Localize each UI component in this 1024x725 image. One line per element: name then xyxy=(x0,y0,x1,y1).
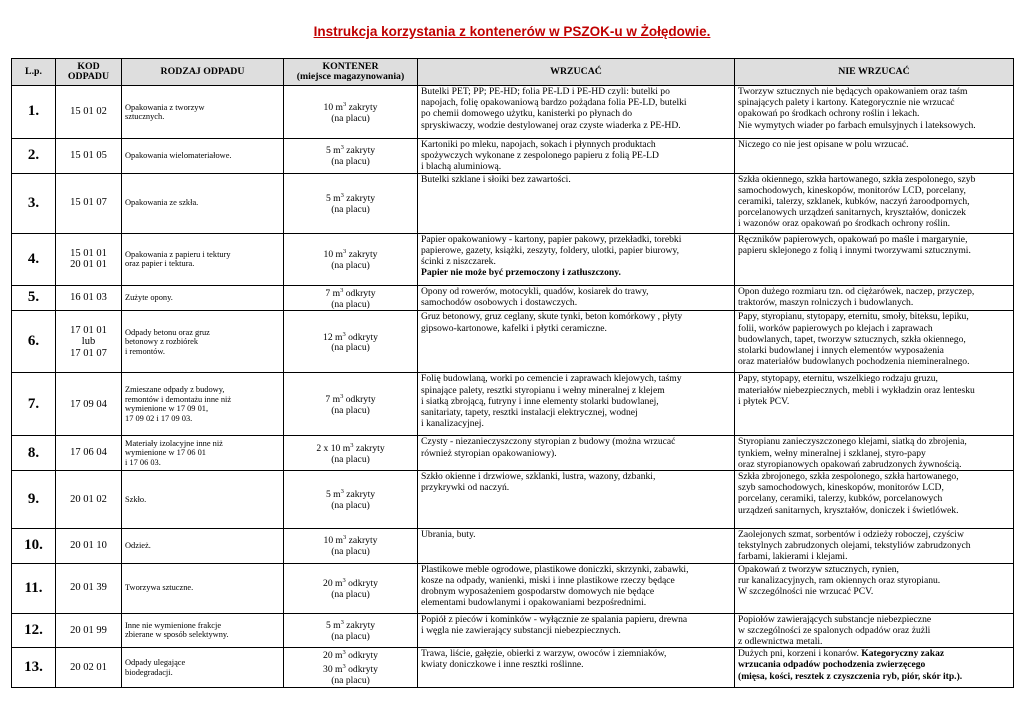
allowed-line: Papier opakowaniowy - kartony, papier pakowy, przekładki, torebki xyxy=(421,233,682,245)
forbidden-line: Opon dużego rozmiaru tzn. od ciężarówek, naczep, przyczep, xyxy=(738,285,975,297)
container-line: (na placu) xyxy=(331,631,370,642)
forbidden-line: rur kanalizacyjnych, ram okiennych oraz styropianu. xyxy=(738,574,941,586)
waste-code-line: 20 01 99 xyxy=(70,624,107,636)
forbidden-items xyxy=(735,139,1014,174)
allowed-line: Popiół z pieców i kominków - wyłącznie ze spalania papieru, drewna xyxy=(421,613,688,625)
container-line: 7 $m^3$ odkryty xyxy=(325,286,376,299)
waste-type xyxy=(122,563,284,613)
waste-code-line: 15 01 01 xyxy=(70,247,107,259)
header-wrzucac: WRZUCAĆ xyxy=(418,59,735,86)
allowed-line: napojach, folię opakowaniową bardzo pożądana folia PE-LD, butelki xyxy=(421,97,687,109)
waste-code xyxy=(56,233,122,285)
allowed-items xyxy=(418,139,735,174)
allowed-line: Gruz betonowy, gruz ceglany, skute tynki, beton komórkowy , płyty xyxy=(421,311,683,323)
allowed-line: kosze na odpady, wanienki, miski i inne plastikowe rzeczy będące xyxy=(421,574,675,586)
container-line: 2 x 10 $m^3$ zakryty xyxy=(316,441,385,454)
container-line: 10 $m^3$ zakryty xyxy=(323,247,378,260)
container-line: 5 $m^3$ zakryty xyxy=(325,488,376,501)
waste-code-line: 15 01 02 xyxy=(70,106,107,118)
forbidden-line: Tworzyw sztucznych nie będących opakowaniem oraz taśm xyxy=(738,86,968,97)
row-number: 8. xyxy=(12,436,56,471)
forbidden-line: Opakowań z tworzyw sztucznych, rynien, xyxy=(738,563,899,575)
table-row xyxy=(12,613,1014,648)
waste-code-line: 16 01 03 xyxy=(70,292,107,304)
waste-type xyxy=(122,86,284,139)
forbidden-items xyxy=(735,471,1014,529)
waste-code-line: lub xyxy=(81,336,96,348)
table-row xyxy=(12,86,1014,139)
table-row xyxy=(12,311,1014,373)
waste-type-line: Zużyte opony. xyxy=(125,293,173,303)
forbidden-line: ceramiki, talerzy, szklanek, kubków, naczyń żaroodpornych, xyxy=(738,196,970,208)
table-row xyxy=(12,529,1014,564)
waste-type-line: Odpady betonu oraz gruz xyxy=(125,327,210,337)
forbidden-line: farbami, lakierami i klejami. xyxy=(738,551,848,563)
container-info xyxy=(284,139,418,174)
forbidden-line: Papy, stytopapy, eternitu, wszelkiego rodzaju gruzu, xyxy=(738,373,938,385)
allowed-items xyxy=(418,563,735,613)
allowed-line: Butelki PET; PP; PE-HD; folia PE-LD i PE-HD czyli: butelki po xyxy=(421,86,670,97)
table-row xyxy=(12,648,1014,688)
allowed-line: i siatką zbrojącą, futryny i inne elementy stolarki budowlanej, xyxy=(421,395,659,407)
forbidden-line: z odlewnictwa metali. xyxy=(738,636,823,648)
waste-type-line: Odpady ulegające xyxy=(125,658,186,668)
container-line: (na placu) xyxy=(331,675,370,687)
forbidden-items xyxy=(735,436,1014,471)
waste-type xyxy=(122,529,284,564)
allowed-items xyxy=(418,436,735,471)
waste-type xyxy=(122,648,284,688)
table-row xyxy=(12,285,1014,311)
container-line: (na placu) xyxy=(331,203,370,215)
forbidden-line: Zaolejonych szmat, sorbentów i odzieży roboczej, czyściw xyxy=(738,529,964,540)
container-line: 7 $m^3$ odkryty xyxy=(325,393,376,406)
forbidden-line: Szkła okiennego, szkła hartowanego, szkła zespolonego, szyb xyxy=(738,173,976,185)
forbidden-line: opakowań po środkach ochrony roślin i lekach. xyxy=(738,108,920,120)
waste-type-line: wymienione w 17 09 01, xyxy=(125,404,209,414)
waste-type xyxy=(122,613,284,648)
forbidden-line: Ręczników papierowych, opakowań po maśle i margarynie, xyxy=(738,233,968,245)
forbidden-line: Niczego co nie jest opisane w polu wrzucać. xyxy=(738,139,909,150)
waste-code xyxy=(56,529,122,564)
waste-type xyxy=(122,173,284,233)
waste-container-table xyxy=(11,58,1014,688)
container-line: (na placu) xyxy=(331,588,370,600)
forbidden-line: budowlanych, tapet, tworzyw sztucznych, szkła okiennego, xyxy=(738,333,966,345)
allowed-line: elementami budowlanymi i opakowaniami bezpośrednimi. xyxy=(421,597,647,609)
allowed-line: Trawa, liście, gałęzie, obierki z warzyw, owoców i ziemniaków, xyxy=(421,648,667,660)
container-info xyxy=(284,436,418,471)
allowed-line: papierowe, gazety, książki, zeszyty, foldery, ulotki, papier biurowy, xyxy=(421,244,680,256)
container-info xyxy=(284,86,418,139)
waste-type-line: Opakowania wielomateriałowe. xyxy=(125,151,232,161)
forbidden-line: materiałów niebezpiecznych, mebli i wykładzin oraz lentesku xyxy=(738,384,975,396)
waste-type-line: oraz papier i tektura. xyxy=(125,259,195,269)
forbidden-line: porcelanowych urządzeń sanitarnych, kryształów, doniczek xyxy=(738,207,966,219)
container-info xyxy=(284,373,418,436)
container-line: (na placu) xyxy=(331,112,370,124)
row-number: 3. xyxy=(12,173,56,233)
waste-type xyxy=(122,436,284,471)
waste-type-line: Inne nie wymienione frakcje xyxy=(125,620,222,630)
container-line: 5 $m^3$ zakryty xyxy=(325,144,376,157)
allowed-items xyxy=(418,311,735,373)
allowed-line: Kartoniki po mleku, napojach, sokach i płynnych produktach xyxy=(421,139,656,150)
allowed-line: spinające palety, resztki styropianu i wełny mineralnej z klejem xyxy=(421,384,665,396)
allowed-line: po chemii domowego użytku, kanisterki po płynach do xyxy=(421,108,633,120)
waste-code xyxy=(56,139,122,174)
forbidden-items xyxy=(735,613,1014,648)
allowed-items xyxy=(418,529,735,564)
table-row xyxy=(12,139,1014,174)
container-line: (na placu) xyxy=(331,259,370,271)
forbidden-line: Szkła zbrojonego, szkła zespolonego, szkła hartowanego, xyxy=(738,471,959,482)
allowed-line: samochodów osobowych i dostawczych. xyxy=(421,296,578,308)
allowed-items xyxy=(418,285,735,311)
waste-code xyxy=(56,285,122,311)
waste-type-line: Zmieszane odpady z budowy, xyxy=(125,385,225,395)
header-lp: L.p. xyxy=(12,59,56,86)
forbidden-line: samochodowych, kineskopów, monitorów LCD, porcelany, xyxy=(738,184,966,196)
container-info xyxy=(284,311,418,373)
forbidden-items xyxy=(735,285,1014,311)
row-number: 11. xyxy=(12,563,56,613)
waste-code-line: 20 01 39 xyxy=(70,582,107,594)
forbidden-items xyxy=(735,233,1014,285)
row-number: 13. xyxy=(12,648,56,688)
waste-code xyxy=(56,86,122,139)
allowed-line: i węgla nie zawierający substancji niebezpiecznych. xyxy=(421,624,621,636)
header-kod: KOD ODPADU xyxy=(56,59,122,86)
waste-type-line: Odzież. xyxy=(125,541,151,551)
row-number: 10. xyxy=(12,529,56,564)
allowed-line: Butelki szklane i słoiki bez zawartości. xyxy=(421,173,571,185)
container-info xyxy=(284,613,418,648)
container-info xyxy=(284,471,418,529)
row-number: 12. xyxy=(12,613,56,648)
waste-type-line: wymienione w 17 06 01 xyxy=(125,448,206,458)
waste-type-line: biodegradacji. xyxy=(125,667,173,677)
allowed-line: spryskiwaczy, wodzie destylowanej oraz czyste wiaderka z PE-HD. xyxy=(421,119,681,131)
allowed-items xyxy=(418,471,735,529)
forbidden-line: porcelany, ceramiki, talerzy, kubków, porcelanowych xyxy=(738,493,943,505)
container-line: 12 $m^3$ odkryty xyxy=(323,330,378,343)
allowed-line: ścinki z niszczarek. xyxy=(421,256,496,268)
forbidden-line: traktorów, maszyn rolniczych i budowlanych. xyxy=(738,296,914,308)
allowed-line: przykrywki od naczyń. xyxy=(421,482,510,494)
forbidden-line: Dużych pni, korzeni i konarów. Kategoryczny zakaz xyxy=(738,648,945,660)
waste-type-line: i remontów. xyxy=(125,346,165,356)
waste-code xyxy=(56,173,122,233)
forbidden-line: w szczególności ze spalonych odpadów oraz żużli xyxy=(738,624,931,636)
table-row xyxy=(12,173,1014,233)
forbidden-line: oraz styropianowych opakowań zabrudzonych żywnością. xyxy=(738,458,962,470)
forbidden-line: Popiołów zawierających substancje niebezpieczne xyxy=(738,613,932,625)
forbidden-emphasis: Kategoryczny zakaz xyxy=(861,648,945,660)
forbidden-line: oraz materiałów budowlanych pochodzenia niemineralnego. xyxy=(738,356,970,368)
container-info xyxy=(284,285,418,311)
forbidden-line: spinających palety i kartony. Kategorycznie nie wrzucać xyxy=(738,97,955,109)
container-info xyxy=(284,648,418,688)
forbidden-line: papieru sklejonego z folią i innymi tworzywami sztucznymi. xyxy=(738,244,971,256)
waste-code-line: 20 01 10 xyxy=(70,540,107,552)
waste-code-line: 17 01 07 xyxy=(70,347,107,359)
allowed-line: Folię budowlaną, worki po cemencie i zaprawach klejowych, taśmy xyxy=(421,373,682,385)
table-row xyxy=(12,233,1014,285)
row-number: 4. xyxy=(12,233,56,285)
container-line: (na placu) xyxy=(331,156,370,168)
container-line: (na placu) xyxy=(331,404,370,416)
container-line: 30 $m^3$ odkryty xyxy=(323,663,378,676)
waste-code-line: 17 06 04 xyxy=(70,447,107,459)
waste-code xyxy=(56,311,122,373)
forbidden-line: Nie wymytych wiader po farbach emulsyjnych i lateksowych. xyxy=(738,119,976,131)
forbidden-line: Styropianu zanieczyszczonego klejami, siatką do zbrojenia, xyxy=(738,436,967,448)
row-number: 5. xyxy=(12,285,56,311)
waste-type-line: Tworzywa sztuczne. xyxy=(125,583,194,593)
forbidden-items xyxy=(735,86,1014,139)
allowed-line: i kanalizacyjnej. xyxy=(421,418,484,430)
container-line: 5 $m^3$ zakryty xyxy=(325,191,376,204)
forbidden-line: i płytek PCV. xyxy=(738,395,790,407)
forbidden-line: szyb samochodowych, kineskopów, monitorów LCD, xyxy=(738,482,944,494)
allowed-line: Opony od rowerów, motocykli, quadów, kosiarek do trawy, xyxy=(421,285,649,297)
allowed-line: gipsowo-kartonowe, kafelki i płytki ceramiczne. xyxy=(421,322,607,334)
row-number: 6. xyxy=(12,311,56,373)
waste-type xyxy=(122,373,284,436)
waste-code-line: 17 09 04 xyxy=(70,398,107,410)
waste-code xyxy=(56,613,122,648)
forbidden-items xyxy=(735,311,1014,373)
row-number: 7. xyxy=(12,373,56,436)
waste-type-line: Opakowania ze szkła. xyxy=(125,198,199,208)
table-row xyxy=(12,436,1014,471)
waste-code xyxy=(56,563,122,613)
forbidden-line: (mięsa, kości, resztek z czyszczenia ryb, piór, skór itp.). xyxy=(738,670,963,682)
allowed-line: sanitariaty, tapety, resztki instalacji elektrycznej, wodnej xyxy=(421,407,638,418)
forbidden-line: i wazonów oraz opakowań po środkach ochrony roślin. xyxy=(738,218,951,230)
container-line: (na placu) xyxy=(331,500,370,512)
waste-type-line: Szkło. xyxy=(125,494,147,504)
container-line: 20 $m^3$ odkryty xyxy=(323,649,378,662)
forbidden-items xyxy=(735,563,1014,613)
waste-type xyxy=(122,139,284,174)
waste-code-line: 17 01 01 xyxy=(70,324,107,336)
waste-type-line: Opakowania z papieru i tektury xyxy=(125,249,231,259)
container-info xyxy=(284,529,418,564)
container-line: (na placu) xyxy=(331,342,370,354)
table-header-row xyxy=(12,59,1014,86)
allowed-items xyxy=(418,173,735,233)
waste-type-line: zbierane w sposób selektywny. xyxy=(125,630,229,640)
table-row xyxy=(12,373,1014,436)
container-info xyxy=(284,173,418,233)
forbidden-items xyxy=(735,173,1014,233)
header-kontener-sub: (miejsce magazynowania) xyxy=(296,71,405,82)
waste-type-line: remontów i demontażu inne niż xyxy=(125,394,232,404)
allowed-line: również styropian opakowaniowy). xyxy=(421,447,557,459)
allowed-line: Papier nie może być przemoczony i zatłuszczony. xyxy=(421,267,621,279)
waste-code xyxy=(56,648,122,688)
forbidden-line: folii, worków papierowych po klejach i zaprawach xyxy=(738,322,933,334)
table-row xyxy=(12,563,1014,613)
forbidden-line: stolarki budowlanej i innych elementów wyposażenia xyxy=(738,345,944,356)
row-number: 2. xyxy=(12,139,56,174)
container-info xyxy=(284,233,418,285)
container-line: (na placu) xyxy=(331,298,370,310)
allowed-items xyxy=(418,86,735,139)
allowed-line: Ubrania, buty. xyxy=(421,529,476,540)
waste-type xyxy=(122,233,284,285)
row-number: 1. xyxy=(12,86,56,139)
allowed-line: spożywczych wykonane z zespolonego papieru z folią PE-LD xyxy=(421,150,659,162)
waste-code-line: 15 01 07 xyxy=(70,197,107,209)
container-line: (na placu) xyxy=(331,453,370,465)
waste-type xyxy=(122,471,284,529)
container-line: 20 $m^3$ odkryty xyxy=(323,576,378,589)
header-rodzaj: RODZAJ ODPADU xyxy=(122,59,284,86)
forbidden-line: tynkiem, wełny mineralnej i szklanej, styro-papy xyxy=(738,447,926,459)
forbidden-line: wrzucania odpadów pochodzenia zwierzęcego xyxy=(738,659,926,671)
forbidden-items xyxy=(735,648,1014,688)
forbidden-line: urządzeń sanitarnych, kryształów, doniczek i świetlówek. xyxy=(738,504,959,516)
waste-type-line: i 17 06 03. xyxy=(125,457,161,467)
header-kontener-label: KONTENER xyxy=(322,60,379,72)
waste-code-line: 15 01 05 xyxy=(70,150,107,162)
waste-code xyxy=(56,436,122,471)
document-title: Instrukcja korzystania z kontenerów w PSZOK-u w Żołędowie. xyxy=(313,24,711,39)
container-info xyxy=(284,563,418,613)
waste-code xyxy=(56,471,122,529)
forbidden-line: Papy, styropianu, stytopapy, eternitu, smoły, biteksu, lepiku, xyxy=(738,311,969,323)
forbidden-line: W szczególności nie wrzucać PCV. xyxy=(738,586,874,598)
allowed-line: drobnym wyposażeniem gospodarstw domowych nie będące xyxy=(421,586,655,598)
container-line: 5 $m^3$ zakryty xyxy=(325,619,376,632)
allowed-line: Plastikowe meble ogrodowe, plastikowe doniczki, skrzynki, zabawki, xyxy=(421,563,689,575)
allowed-line: i blachą aluminiową. xyxy=(421,161,502,173)
waste-type-line: sztucznych. xyxy=(125,112,165,121)
allowed-line: Szkło okienne i drzwiowe, szklanki, lustra, wazony, dzbanki, xyxy=(421,471,656,482)
waste-code xyxy=(56,373,122,436)
allowed-items xyxy=(418,613,735,648)
waste-type-line: 17 09 02 i 17 09 03. xyxy=(125,413,193,423)
header-kontener xyxy=(284,59,418,86)
forbidden-items xyxy=(735,529,1014,564)
waste-type xyxy=(122,285,284,311)
header-nie-wrzucac: NIE WRZUCAĆ xyxy=(735,59,1014,86)
allowed-items xyxy=(418,648,735,688)
waste-type-line: betonowy z rozbiórek xyxy=(125,337,199,347)
container-line: (na placu) xyxy=(331,546,370,558)
waste-type-line: Opakowania z tworzyw xyxy=(125,102,205,112)
waste-type xyxy=(122,311,284,373)
allowed-items xyxy=(418,373,735,436)
allowed-items xyxy=(418,233,735,285)
forbidden-items xyxy=(735,373,1014,436)
container-line: 10 $m^3$ zakryty xyxy=(323,100,378,113)
allowed-line: kwiaty doniczkowe i inne resztki roślinne. xyxy=(421,659,584,671)
row-number: 9. xyxy=(12,471,56,529)
allowed-line: Czysty - niezanieczyszczony styropian z budowy (można wrzucać xyxy=(421,436,676,448)
forbidden-line: tekstylnych zabrudzonych olejami, tekstyliów zabrudzonych xyxy=(738,540,971,552)
table-row xyxy=(12,471,1014,529)
waste-code-line: 20 01 01 xyxy=(70,259,107,271)
container-line: 10 $m^3$ zakryty xyxy=(323,534,378,547)
waste-code-line: 20 01 02 xyxy=(70,493,107,505)
waste-code-line: 20 02 01 xyxy=(70,661,107,673)
waste-type-line: Materiały izolacyjne inne niż xyxy=(125,438,223,448)
